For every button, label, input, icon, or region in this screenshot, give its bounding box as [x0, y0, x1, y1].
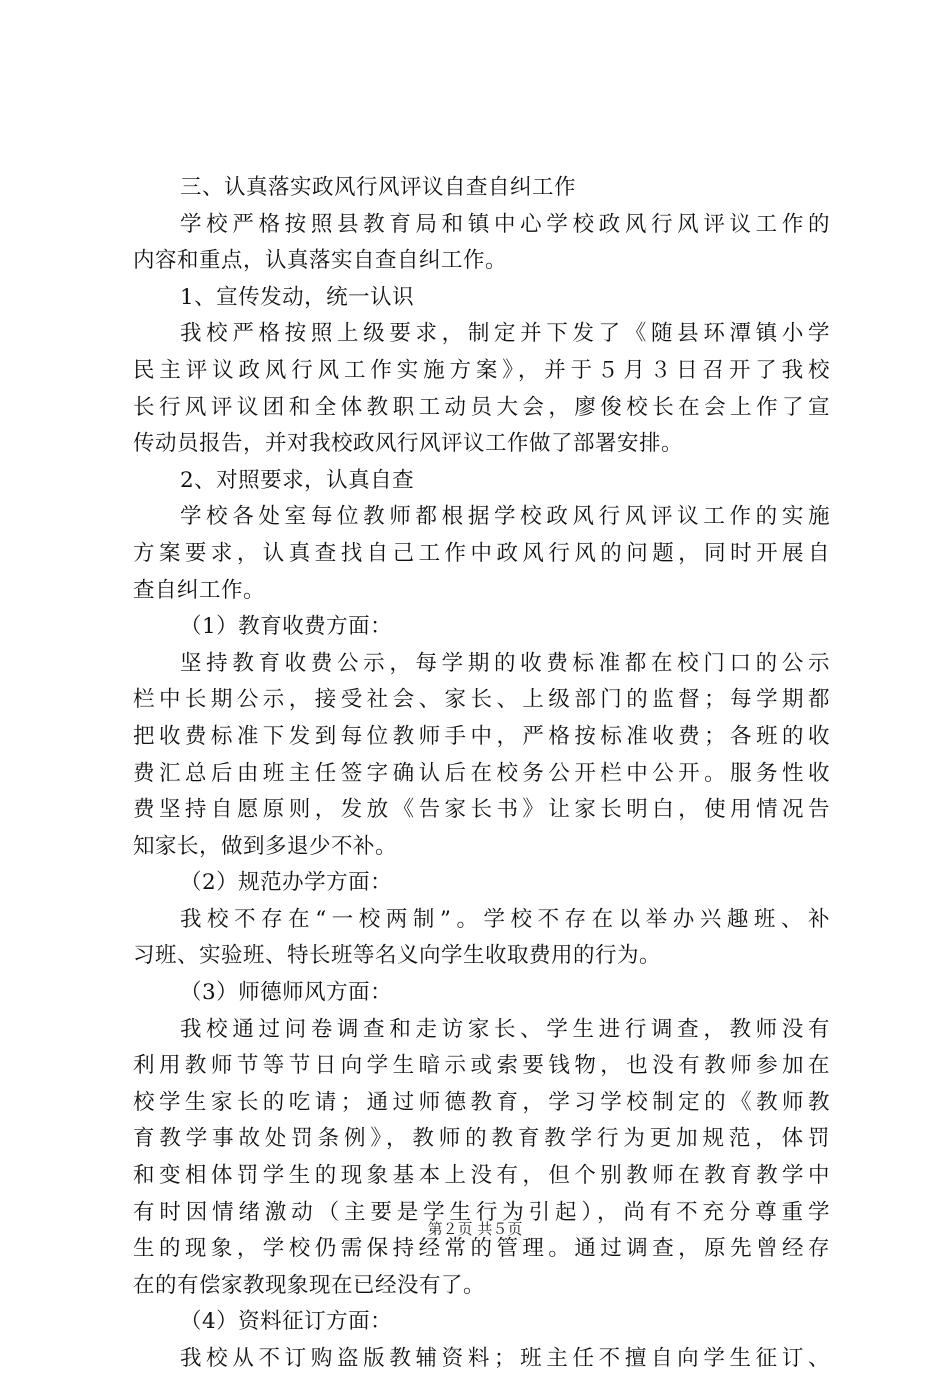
text-line: 在的有偿家教现象现在已经没有了。: [133, 1272, 486, 1298]
text-line: （3）师德师风方面：: [180, 980, 393, 1006]
text-line: 校学生家长的吃请；通过师德教育，学习学校制定的《教师教: [133, 1089, 830, 1115]
text-line: 坚持教育收费公示，每学期的收费标准都在校门口的公示: [180, 650, 830, 676]
text-line: 民主评议政风行风工作实施方案》，并于５月３日召开了我校: [133, 357, 830, 383]
text-line: 学校各处室每位教师都根据学校政风行风评议工作的实施: [180, 504, 830, 530]
text-line: 生的现象，学校仍需保持经常的管理。通过调查，原先曾经存: [133, 1236, 830, 1262]
text-line: 查自纠工作。: [133, 577, 266, 603]
text-line: 和变相体罚学生的现象基本上没有，但个别教师在教育教学中: [133, 1163, 830, 1189]
text-line: 我校从不订购盗版教辅资料；班主任不擅自向学生征订、: [180, 1346, 830, 1371]
text-line: 费汇总后由班主任签字确认后在校务公开栏中公开。服务性收: [133, 760, 830, 786]
text-line: 我校不存在“一校两制”。学校不存在以举办兴趣班、补: [180, 906, 830, 932]
text-line: 知家长，做到多退少不补。: [133, 833, 398, 859]
text-line: 利用教师节等节日向学生暗示或索要钱物，也没有教师参加在: [133, 1053, 830, 1079]
text-line: 费坚持自愿原则，发放《告家长书》让家长明白，使用情况告: [133, 797, 830, 823]
text-line: 有时因情绪激动（主要是学生行为引起），尚有不充分尊重学: [133, 1199, 830, 1225]
text-line: （4）资料征订方面：: [180, 1309, 393, 1335]
text-line: 长行风评议团和全体教职工动员大会，廖俊校长在会上作了宣: [133, 394, 830, 420]
text-line: 我校严格按照上级要求，制定并下发了《随县环潭镇小学: [180, 321, 830, 347]
text-line: 方案要求，认真查找自己工作中政风行风的问题，同时开展自: [133, 540, 830, 566]
text-line: 育教学事故处罚条例》，教师的教育教学行为更加规范，体罚: [133, 1126, 830, 1152]
text-line: 内容和重点，认真落实自查自纠工作。: [133, 248, 508, 274]
text-line: 习班、实验班、特长班等名义向学生收取费用的行为。: [133, 943, 662, 969]
text-line: 学校严格按照县教育局和镇中心学校政风行风评议工作的: [180, 211, 830, 237]
page-footer: 第２页 共５页: [427, 1220, 523, 1238]
text-line: 把收费标准下发到每位教师手中，严格按标准收费；各班的收: [133, 723, 830, 749]
text-line: 传动员报告，并对我校政风行风评议工作做了部署安排。: [133, 431, 684, 457]
text-line: 栏中长期公示，接受社会、家长、上级部门的监督；每学期都: [133, 687, 830, 713]
text-line: （2）规范办学方面：: [180, 870, 393, 896]
document-body: [133, 170, 830, 1378]
text-line: 三、认真落实政风行风评议自查自纠工作: [180, 175, 577, 200]
text-line: 1、宣传发动，统一认识: [180, 284, 415, 310]
text-line: （1）教育收费方面：: [180, 614, 393, 640]
text-line: 我校通过问卷调查和走访家长、学生进行调查，教师没有: [180, 1016, 830, 1042]
text-line: 2、对照要求，认真自查: [180, 467, 415, 493]
